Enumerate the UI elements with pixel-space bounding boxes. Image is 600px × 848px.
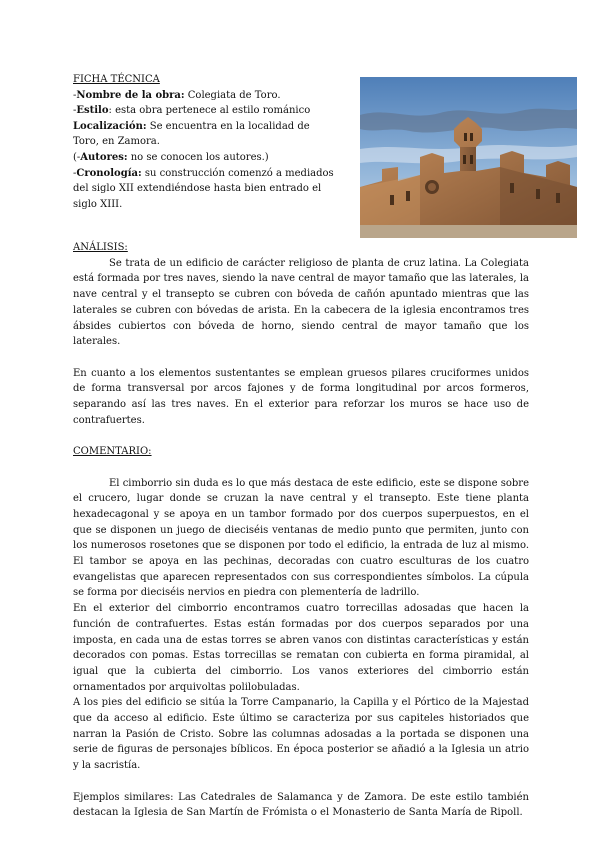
colegiata-photo [360,77,577,238]
comentario-paragraph-4: Ejemplos similares: Las Catedrales de Salamanca y de Zamora. De este estilo también destacan la Iglesia de San Martín de Frómista o el Monasterio de Santa María de Ripoll. [73,791,529,819]
ficha-line-autores: (-Autores: no se conocen los autores.) [73,151,269,163]
ficha-line-estilo: -Estilo: esta obra pertenece al estilo románico [73,105,311,117]
ficha-line-localizacion: Localización: Se encuentra en la localidad de Toro, en Zamora. [73,120,310,148]
plaza [360,225,577,238]
analisis-paragraph-2: En cuanto a los elementos sustentantes se emplean gruesos pilares cruciformes unidos de forma transversal por arcos fajones y de forma longitudinal por arcos formeros, separando así las tres naves. En el exterior para reforzar los muros se hace uso de contrafuertes. [73,367,529,426]
ficha-title: FICHA TÉCNICA [73,74,160,85]
comentario-paragraph-2: En el exterior del cimborrio encontramos cuatro torrecillas adosadas que hacen la función de contrafuertes. Estas están formadas por dos cuerpos separados por una imposta, en cada una de estas torres se abren vanos con distintas características y están decorados con pomas. Estas torrecillas se rematan con cubierta en forma piramidal, al igual que la cubierta del cimborrio. Los vanos exteriores del cimborrio están ornamentados por arquivoltas polilobuladas. [73,603,529,693]
analisis-heading: ANÁLISIS: [73,242,128,253]
church-illustration [360,77,577,238]
document-body [73,240,529,821]
comentario-heading: COMENTARIO: [73,446,152,458]
comentario-paragraph-3: A los pies del edificio se sitúa la Torre Campanario, la Capilla y el Pórtico de la Majestad que da acceso al edificio. Este último se caracteriza por sus capiteles historiados que narran la Pasión de Cristo. Sobre las columnas adosadas a la portada se disponen una serie de figuras de personajes bíblicos. En época posterior se añadió a la Iglesia un atrio y la sacristía. [73,697,529,772]
ficha-line-cronologia: -Cronología: su construcción comenzó a mediados del siglo XII extendiéndose hasta bien entrado el siglo XIII. [73,167,334,210]
analisis-paragraph-1: Se trata de un edificio de carácter religioso de planta de cruz latina. La Colegiata está formada por tres naves, siendo la nave central de mayor tamaño que las laterales, la nave central y el transepto se cubren con bóveda de cañón apuntado mientras que las laterales se cubren con bóvedas de arista. En la cabecera de la iglesia encontramos tres ábsides cubiertos con bóveda de horno, siendo central de mayor tamaño que los laterales. [73,257,529,348]
ficha-line-nombre: -Nombre de la obra: Colegiata de Toro. [73,89,281,101]
ficha-tecnica [73,72,338,212]
comentario-paragraph-1: El cimborrio sin duda es lo que más destaca de este edificio, este se dispone sobre el crucero, lugar donde se cruzan la nave central y el transepto. Este tiene planta hexadecagonal y se apoya en un tambor formado por dos cuerpos superpuestos, en el que se disponen un juego de dieciséis ventanas de medio punto que permiten, junto con los numerosos rosetones que se disponen por todo el edificio, la entrada de luz al mismo. El tambor se apoya en las pechinas, decoradas con cuatro esculturas de los cuatro evangelistas que aparecen representados con sus correspondientes símbolos. La cúpula se forma por dieciséis nervios en piedra con plementería de ladrillo. [73,477,529,599]
